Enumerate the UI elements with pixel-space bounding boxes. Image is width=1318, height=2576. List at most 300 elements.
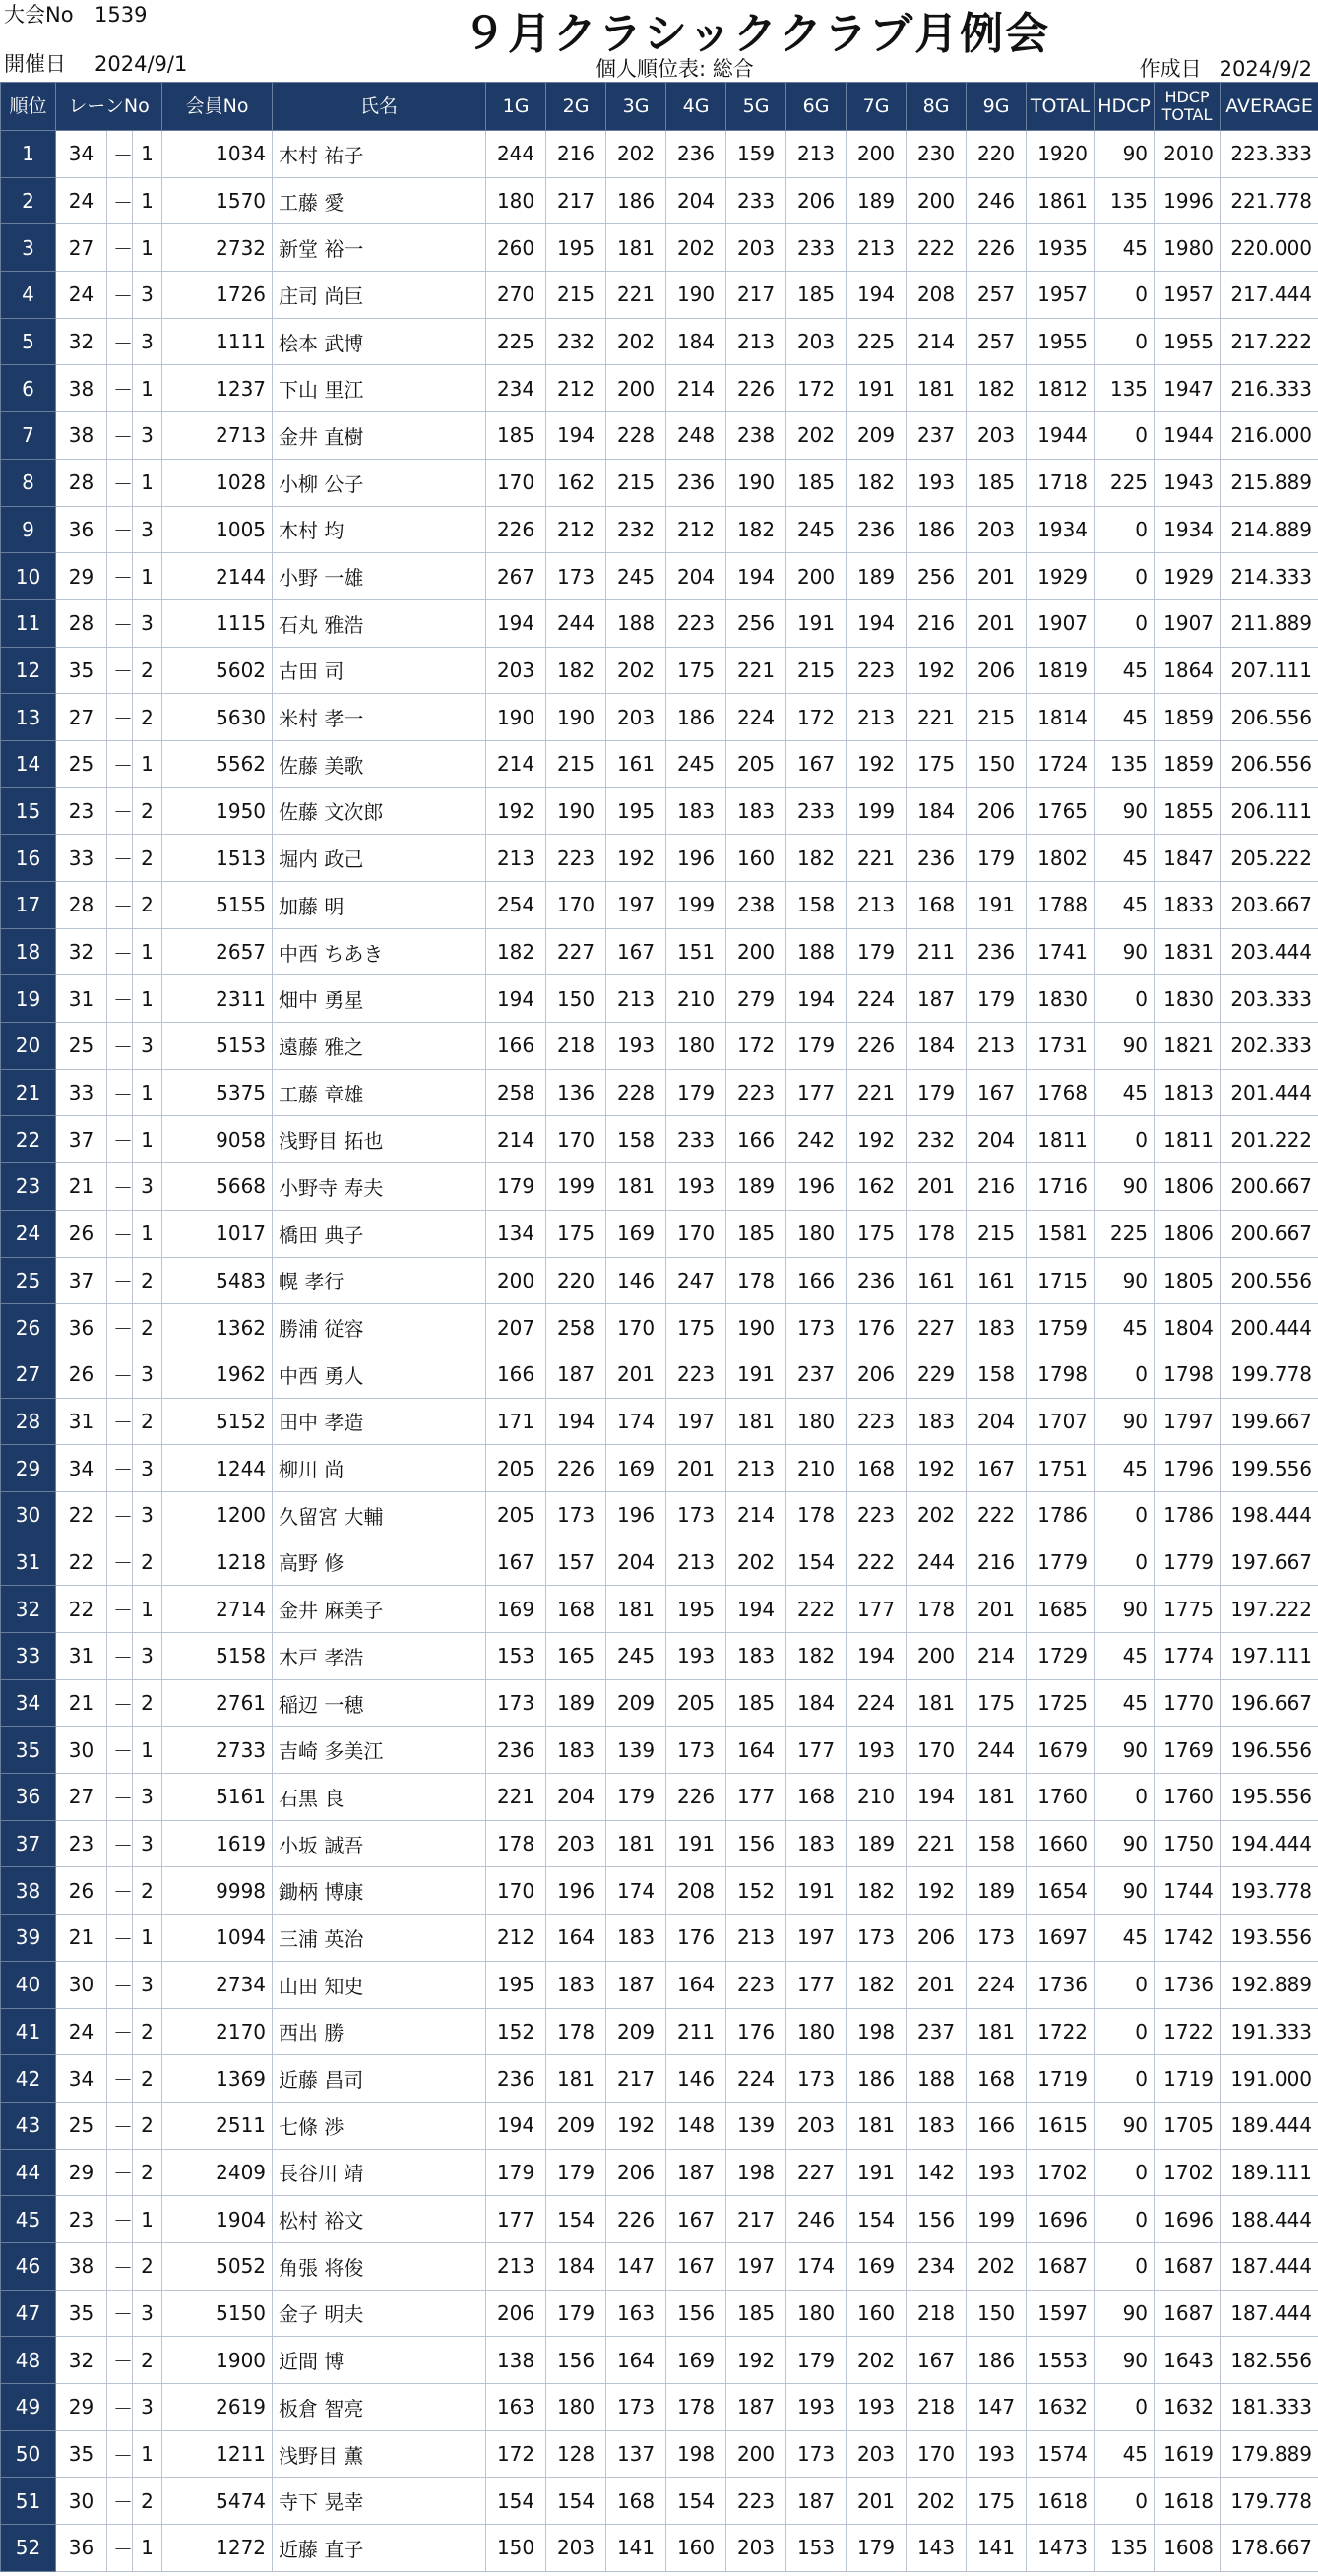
member-no-cell: 2511 bbox=[162, 2102, 273, 2149]
game-5-score-cell: 185 bbox=[726, 2290, 786, 2337]
member-no-cell: 2733 bbox=[162, 1727, 273, 1774]
game-6-score-cell: 168 bbox=[786, 1774, 847, 1821]
hdcp-cell: 225 bbox=[1095, 1210, 1155, 1257]
average-cell: 187.444 bbox=[1221, 2290, 1318, 2337]
game-8-score-cell: 193 bbox=[907, 459, 967, 506]
col-member-no[interactable]: 会員No bbox=[162, 83, 273, 131]
lane-separator: － bbox=[107, 2290, 133, 2337]
game-1-score-cell: 212 bbox=[486, 1915, 546, 1962]
game-4-score-cell: 193 bbox=[666, 1633, 726, 1680]
game-6-score-cell: 180 bbox=[786, 1210, 847, 1257]
member-no-cell: 5630 bbox=[162, 694, 273, 741]
game-7-score-cell: 179 bbox=[847, 928, 907, 975]
name-cell: 幌 孝行 bbox=[273, 1257, 486, 1304]
hdcp-cell: 0 bbox=[1095, 2055, 1155, 2103]
total-cell: 1574 bbox=[1027, 2430, 1095, 2478]
game-5-score-cell: 166 bbox=[726, 1116, 786, 1163]
table-row[interactable] bbox=[1, 1023, 1318, 1070]
table-row[interactable] bbox=[1, 506, 1318, 553]
game-3-score-cell: 209 bbox=[606, 2008, 666, 2055]
game-4-score-cell: 175 bbox=[666, 647, 726, 694]
game-7-score-cell: 194 bbox=[847, 599, 907, 647]
rank-cell: 41 bbox=[1, 2008, 56, 2055]
rank-cell: 16 bbox=[1, 835, 56, 882]
total-cell: 1615 bbox=[1027, 2102, 1095, 2149]
col-game-5[interactable]: 5G bbox=[726, 83, 786, 131]
rank-cell: 28 bbox=[1, 1398, 56, 1445]
game-9-score-cell: 181 bbox=[967, 1774, 1027, 1821]
game-2-score-cell: 175 bbox=[546, 1210, 606, 1257]
game-6-score-cell: 184 bbox=[786, 1679, 847, 1727]
game-2-score-cell: 195 bbox=[546, 224, 606, 272]
game-6-score-cell: 215 bbox=[786, 647, 847, 694]
game-1-score-cell: 177 bbox=[486, 2196, 546, 2243]
game-2-score-cell: 182 bbox=[546, 647, 606, 694]
table-row[interactable] bbox=[1, 1586, 1318, 1633]
member-no-cell: 5150 bbox=[162, 2290, 273, 2337]
table-row[interactable] bbox=[1, 1727, 1318, 1774]
table-row[interactable] bbox=[1, 459, 1318, 506]
game-4-score-cell: 167 bbox=[666, 2242, 726, 2290]
hdcp-total-cell: 1855 bbox=[1155, 787, 1221, 835]
table-row[interactable] bbox=[1, 1915, 1318, 1962]
member-no-cell: 5155 bbox=[162, 882, 273, 929]
rank-cell: 9 bbox=[1, 506, 56, 553]
total-cell: 1553 bbox=[1027, 2337, 1095, 2384]
lane-cell: 33 bbox=[56, 835, 107, 882]
col-game-8[interactable]: 8G bbox=[907, 83, 967, 131]
hdcp-cell: 0 bbox=[1095, 2149, 1155, 2196]
game-4-score-cell: 199 bbox=[666, 882, 726, 929]
game-4-score-cell: 226 bbox=[666, 1774, 726, 1821]
col-lane[interactable]: レーンNo bbox=[56, 83, 162, 131]
col-hdcp-total[interactable] bbox=[1155, 83, 1221, 131]
rank-cell: 45 bbox=[1, 2196, 56, 2243]
game-7-score-cell: 181 bbox=[847, 2102, 907, 2149]
game-5-score-cell: 156 bbox=[726, 1820, 786, 1867]
game-4-score-cell: 167 bbox=[666, 2196, 726, 2243]
lane-position-cell: 1 bbox=[133, 1915, 162, 1962]
lane-position-cell: 1 bbox=[133, 1069, 162, 1116]
table-row[interactable] bbox=[1, 882, 1318, 929]
game-5-score-cell: 182 bbox=[726, 506, 786, 553]
table-row[interactable] bbox=[1, 1351, 1318, 1398]
member-no-cell: 1904 bbox=[162, 2196, 273, 2243]
total-cell: 1955 bbox=[1027, 318, 1095, 365]
game-3-score-cell: 196 bbox=[606, 1491, 666, 1539]
average-cell: 196.556 bbox=[1221, 1727, 1318, 1774]
game-3-score-cell: 209 bbox=[606, 1679, 666, 1727]
lane-separator: － bbox=[107, 787, 133, 835]
average-cell: 179.889 bbox=[1221, 2430, 1318, 2478]
game-8-score-cell: 230 bbox=[907, 131, 967, 178]
game-7-score-cell: 186 bbox=[847, 2055, 907, 2103]
col-average[interactable]: AVERAGE bbox=[1221, 83, 1318, 131]
lane-cell: 32 bbox=[56, 928, 107, 975]
game-5-score-cell: 213 bbox=[726, 1445, 786, 1492]
game-6-score-cell: 172 bbox=[786, 365, 847, 412]
lane-separator: － bbox=[107, 694, 133, 741]
table-row[interactable] bbox=[1, 2384, 1318, 2431]
game-2-score-cell: 227 bbox=[546, 928, 606, 975]
col-game-7[interactable]: 7G bbox=[847, 83, 907, 131]
game-8-score-cell: 201 bbox=[907, 1163, 967, 1211]
table-row[interactable] bbox=[1, 1539, 1318, 1586]
game-9-score-cell: 214 bbox=[967, 1633, 1027, 1680]
average-cell: 200.444 bbox=[1221, 1304, 1318, 1351]
game-2-score-cell: 173 bbox=[546, 553, 606, 600]
game-3-score-cell: 193 bbox=[606, 1023, 666, 1070]
lane-position-cell: 3 bbox=[133, 1961, 162, 2008]
member-no-cell: 2409 bbox=[162, 2149, 273, 2196]
game-3-score-cell: 181 bbox=[606, 1820, 666, 1867]
lane-cell: 22 bbox=[56, 1491, 107, 1539]
hdcp-cell: 90 bbox=[1095, 1727, 1155, 1774]
table-row[interactable] bbox=[1, 2149, 1318, 2196]
average-cell: 178.667 bbox=[1221, 2525, 1318, 2572]
average-cell: 195.556 bbox=[1221, 1774, 1318, 1821]
table-row[interactable] bbox=[1, 2008, 1318, 2055]
game-4-score-cell: 176 bbox=[666, 1915, 726, 1962]
game-9-score-cell: 213 bbox=[967, 1023, 1027, 1070]
game-2-score-cell: 157 bbox=[546, 1539, 606, 1586]
game-3-score-cell: 173 bbox=[606, 2384, 666, 2431]
game-7-score-cell: 175 bbox=[847, 1210, 907, 1257]
lane-position-cell: 3 bbox=[133, 412, 162, 460]
lane-position-cell: 1 bbox=[133, 975, 162, 1023]
hdcp-total-cell: 1833 bbox=[1155, 882, 1221, 929]
game-2-score-cell: 196 bbox=[546, 1867, 606, 1915]
game-8-score-cell: 178 bbox=[907, 1210, 967, 1257]
average-cell: 217.444 bbox=[1221, 272, 1318, 319]
hdcp-total-cell: 1806 bbox=[1155, 1163, 1221, 1211]
lane-separator: － bbox=[107, 2337, 133, 2384]
game-5-score-cell: 198 bbox=[726, 2149, 786, 2196]
hdcp-total-cell: 1813 bbox=[1155, 1069, 1221, 1116]
created-date bbox=[1140, 53, 1312, 83]
game-3-score-cell: 141 bbox=[606, 2525, 666, 2572]
game-5-score-cell: 256 bbox=[726, 599, 786, 647]
table-row[interactable] bbox=[1, 928, 1318, 975]
game-9-score-cell: 199 bbox=[967, 2196, 1027, 2243]
game-8-score-cell: 194 bbox=[907, 1774, 967, 1821]
member-no-cell: 1369 bbox=[162, 2055, 273, 2103]
table-row[interactable] bbox=[1, 740, 1318, 787]
game-9-score-cell: 179 bbox=[967, 835, 1027, 882]
lane-position-cell: 1 bbox=[133, 1727, 162, 1774]
game-6-score-cell: 154 bbox=[786, 1539, 847, 1586]
name-cell: 長谷川 靖 bbox=[273, 2149, 486, 2196]
total-cell: 1786 bbox=[1027, 1491, 1095, 1539]
game-7-score-cell: 203 bbox=[847, 2430, 907, 2478]
table-row[interactable] bbox=[1, 1633, 1318, 1680]
game-4-score-cell: 223 bbox=[666, 599, 726, 647]
game-9-score-cell: 150 bbox=[967, 2290, 1027, 2337]
game-7-score-cell: 194 bbox=[847, 272, 907, 319]
lane-cell: 30 bbox=[56, 2478, 107, 2525]
table-row[interactable] bbox=[1, 318, 1318, 365]
table-row[interactable] bbox=[1, 1679, 1318, 1727]
table-row[interactable] bbox=[1, 1163, 1318, 1211]
table-row[interactable] bbox=[1, 1304, 1318, 1351]
table-row[interactable] bbox=[1, 365, 1318, 412]
rank-cell: 17 bbox=[1, 882, 56, 929]
game-9-score-cell: 202 bbox=[967, 2242, 1027, 2290]
table-row[interactable] bbox=[1, 1491, 1318, 1539]
game-5-score-cell: 233 bbox=[726, 177, 786, 224]
table-row[interactable] bbox=[1, 1867, 1318, 1915]
col-game-1[interactable]: 1G bbox=[486, 83, 546, 131]
rank-cell: 1 bbox=[1, 131, 56, 178]
lane-cell: 21 bbox=[56, 1163, 107, 1211]
game-1-score-cell: 225 bbox=[486, 318, 546, 365]
game-6-score-cell: 202 bbox=[786, 412, 847, 460]
table-row[interactable] bbox=[1, 1069, 1318, 1116]
average-cell: 220.000 bbox=[1221, 224, 1318, 272]
game-5-score-cell: 192 bbox=[726, 2337, 786, 2384]
average-cell: 201.444 bbox=[1221, 1069, 1318, 1116]
lane-position-cell: 3 bbox=[133, 1023, 162, 1070]
hdcp-cell: 90 bbox=[1095, 1257, 1155, 1304]
game-4-score-cell: 180 bbox=[666, 1023, 726, 1070]
lane-separator: － bbox=[107, 1023, 133, 1070]
game-7-score-cell: 160 bbox=[847, 2290, 907, 2337]
table-row[interactable] bbox=[1, 1445, 1318, 1492]
table-row[interactable] bbox=[1, 2102, 1318, 2149]
lane-cell: 38 bbox=[56, 412, 107, 460]
total-cell: 1907 bbox=[1027, 599, 1095, 647]
hdcp-cell: 225 bbox=[1095, 459, 1155, 506]
hdcp-total-cell: 1806 bbox=[1155, 1210, 1221, 1257]
hdcp-total-cell: 1744 bbox=[1155, 1867, 1221, 1915]
name-cell: 稲辺 一穂 bbox=[273, 1679, 486, 1727]
total-cell: 1830 bbox=[1027, 975, 1095, 1023]
col-game-4[interactable]: 4G bbox=[666, 83, 726, 131]
lane-separator: － bbox=[107, 599, 133, 647]
hdcp-total-cell: 1934 bbox=[1155, 506, 1221, 553]
lane-separator: － bbox=[107, 1679, 133, 1727]
total-cell: 1759 bbox=[1027, 1304, 1095, 1351]
game-9-score-cell: 257 bbox=[967, 318, 1027, 365]
game-7-score-cell: 201 bbox=[847, 2478, 907, 2525]
member-no-cell: 1900 bbox=[162, 2337, 273, 2384]
lane-separator: － bbox=[107, 2242, 133, 2290]
hdcp-total-cell: 1770 bbox=[1155, 1679, 1221, 1727]
game-5-score-cell: 203 bbox=[726, 2525, 786, 2572]
game-7-score-cell: 193 bbox=[847, 2384, 907, 2431]
rank-cell: 7 bbox=[1, 412, 56, 460]
col-total[interactable]: TOTAL bbox=[1027, 83, 1095, 131]
lane-separator: － bbox=[107, 1539, 133, 1586]
table-row[interactable] bbox=[1, 975, 1318, 1023]
game-9-score-cell: 204 bbox=[967, 1398, 1027, 1445]
game-6-score-cell: 180 bbox=[786, 2008, 847, 2055]
lane-cell: 29 bbox=[56, 553, 107, 600]
name-cell: 高野 修 bbox=[273, 1539, 486, 1586]
game-7-score-cell: 177 bbox=[847, 1586, 907, 1633]
member-no-cell: 5375 bbox=[162, 1069, 273, 1116]
table-row[interactable] bbox=[1, 1116, 1318, 1163]
rank-cell: 49 bbox=[1, 2384, 56, 2431]
game-9-score-cell: 167 bbox=[967, 1445, 1027, 1492]
total-cell: 1934 bbox=[1027, 506, 1095, 553]
hdcp-cell: 0 bbox=[1095, 553, 1155, 600]
game-8-score-cell: 142 bbox=[907, 2149, 967, 2196]
lane-cell: 32 bbox=[56, 2337, 107, 2384]
game-2-score-cell: 170 bbox=[546, 882, 606, 929]
hdcp-cell: 0 bbox=[1095, 599, 1155, 647]
table-row[interactable] bbox=[1, 553, 1318, 600]
rank-cell: 43 bbox=[1, 2102, 56, 2149]
col-rank[interactable]: 順位 bbox=[1, 83, 56, 131]
table-row[interactable] bbox=[1, 2478, 1318, 2525]
game-7-score-cell: 223 bbox=[847, 1491, 907, 1539]
average-cell: 206.556 bbox=[1221, 694, 1318, 741]
lane-separator: － bbox=[107, 1116, 133, 1163]
game-6-score-cell: 185 bbox=[786, 272, 847, 319]
member-no-cell: 5152 bbox=[162, 1398, 273, 1445]
game-6-score-cell: 233 bbox=[786, 224, 847, 272]
lane-cell: 27 bbox=[56, 1774, 107, 1821]
game-7-score-cell: 182 bbox=[847, 459, 907, 506]
game-1-score-cell: 182 bbox=[486, 928, 546, 975]
game-8-score-cell: 179 bbox=[907, 1069, 967, 1116]
lane-separator: － bbox=[107, 459, 133, 506]
member-no-cell: 1237 bbox=[162, 365, 273, 412]
hdcp-cell: 0 bbox=[1095, 975, 1155, 1023]
lane-cell: 33 bbox=[56, 1069, 107, 1116]
col-game-3[interactable]: 3G bbox=[606, 83, 666, 131]
game-2-score-cell: 258 bbox=[546, 1304, 606, 1351]
table-row[interactable] bbox=[1, 412, 1318, 460]
lane-position-cell: 2 bbox=[133, 2102, 162, 2149]
hdcp-cell: 90 bbox=[1095, 1820, 1155, 1867]
rank-cell: 31 bbox=[1, 1539, 56, 1586]
col-hdcp[interactable]: HDCP bbox=[1095, 83, 1155, 131]
game-6-score-cell: 173 bbox=[786, 2055, 847, 2103]
table-row[interactable] bbox=[1, 647, 1318, 694]
total-cell: 1811 bbox=[1027, 1116, 1095, 1163]
average-cell: 211.889 bbox=[1221, 599, 1318, 647]
table-row[interactable] bbox=[1, 599, 1318, 647]
game-1-score-cell: 179 bbox=[486, 1163, 546, 1211]
game-3-score-cell: 202 bbox=[606, 318, 666, 365]
table-row[interactable] bbox=[1, 224, 1318, 272]
member-no-cell: 1570 bbox=[162, 177, 273, 224]
col-name[interactable]: 氏名 bbox=[273, 83, 486, 131]
game-1-score-cell: 169 bbox=[486, 1586, 546, 1633]
lane-cell: 32 bbox=[56, 318, 107, 365]
lane-position-cell: 3 bbox=[133, 1820, 162, 1867]
lane-separator: － bbox=[107, 740, 133, 787]
hdcp-total-cell: 1774 bbox=[1155, 1633, 1221, 1680]
average-cell: 192.889 bbox=[1221, 1961, 1318, 2008]
game-7-score-cell: 189 bbox=[847, 177, 907, 224]
table-row[interactable] bbox=[1, 2196, 1318, 2243]
game-7-score-cell: 198 bbox=[847, 2008, 907, 2055]
table-row[interactable] bbox=[1, 694, 1318, 741]
table-row[interactable] bbox=[1, 2525, 1318, 2572]
table-row[interactable] bbox=[1, 2430, 1318, 2478]
total-cell: 1722 bbox=[1027, 2008, 1095, 2055]
table-row[interactable] bbox=[1, 2337, 1318, 2384]
lane-cell: 36 bbox=[56, 2525, 107, 2572]
total-cell: 1597 bbox=[1027, 2290, 1095, 2337]
lane-separator: － bbox=[107, 131, 133, 178]
lane-cell: 31 bbox=[56, 1633, 107, 1680]
lane-cell: 29 bbox=[56, 2149, 107, 2196]
table-row[interactable] bbox=[1, 2055, 1318, 2103]
table-row[interactable] bbox=[1, 835, 1318, 882]
game-8-score-cell: 211 bbox=[907, 928, 967, 975]
game-3-score-cell: 168 bbox=[606, 2478, 666, 2525]
table-row[interactable] bbox=[1, 1820, 1318, 1867]
lane-position-cell: 1 bbox=[133, 224, 162, 272]
table-row[interactable] bbox=[1, 1774, 1318, 1821]
name-cell: 小野寺 寿夫 bbox=[273, 1163, 486, 1211]
table-row[interactable] bbox=[1, 1257, 1318, 1304]
member-no-cell: 1272 bbox=[162, 2525, 273, 2572]
game-4-score-cell: 213 bbox=[666, 1539, 726, 1586]
col-game-6[interactable]: 6G bbox=[786, 83, 847, 131]
name-cell: 浅野目 薫 bbox=[273, 2430, 486, 2478]
game-5-score-cell: 152 bbox=[726, 1867, 786, 1915]
table-row[interactable] bbox=[1, 2290, 1318, 2337]
average-cell: 203.333 bbox=[1221, 975, 1318, 1023]
game-3-score-cell: 164 bbox=[606, 2337, 666, 2384]
table-row[interactable] bbox=[1, 1398, 1318, 1445]
game-8-score-cell: 237 bbox=[907, 412, 967, 460]
game-1-score-cell: 236 bbox=[486, 2055, 546, 2103]
table-row[interactable] bbox=[1, 2242, 1318, 2290]
game-5-score-cell: 194 bbox=[726, 553, 786, 600]
game-1-score-cell: 195 bbox=[486, 1961, 546, 2008]
lane-cell: 36 bbox=[56, 506, 107, 553]
game-5-score-cell: 226 bbox=[726, 365, 786, 412]
average-cell: 179.778 bbox=[1221, 2478, 1318, 2525]
lane-position-cell: 2 bbox=[133, 2055, 162, 2103]
lane-cell: 28 bbox=[56, 459, 107, 506]
lane-separator: － bbox=[107, 2196, 133, 2243]
col-game-9[interactable]: 9G bbox=[967, 83, 1027, 131]
total-cell: 1861 bbox=[1027, 177, 1095, 224]
game-3-score-cell: 163 bbox=[606, 2290, 666, 2337]
name-cell: 中西 勇人 bbox=[273, 1351, 486, 1398]
col-game-2[interactable]: 2G bbox=[546, 83, 606, 131]
name-cell: 久留宮 大輔 bbox=[273, 1491, 486, 1539]
table-row[interactable] bbox=[1, 1210, 1318, 1257]
hdcp-total-cell: 1804 bbox=[1155, 1304, 1221, 1351]
game-2-score-cell: 226 bbox=[546, 1445, 606, 1492]
lane-cell: 26 bbox=[56, 1351, 107, 1398]
lane-separator: － bbox=[107, 1633, 133, 1680]
table-row[interactable] bbox=[1, 177, 1318, 224]
table-row[interactable] bbox=[1, 272, 1318, 319]
table-row[interactable] bbox=[1, 1961, 1318, 2008]
name-cell: 西出 勝 bbox=[273, 2008, 486, 2055]
lane-cell: 28 bbox=[56, 599, 107, 647]
game-3-score-cell: 158 bbox=[606, 1116, 666, 1163]
hdcp-total-cell: 1797 bbox=[1155, 1398, 1221, 1445]
game-8-score-cell: 206 bbox=[907, 1915, 967, 1962]
game-6-score-cell: 194 bbox=[786, 975, 847, 1023]
table-row[interactable] bbox=[1, 787, 1318, 835]
game-3-score-cell: 169 bbox=[606, 1210, 666, 1257]
lane-position-cell: 3 bbox=[133, 1445, 162, 1492]
game-1-score-cell: 200 bbox=[486, 1257, 546, 1304]
table-row[interactable] bbox=[1, 131, 1318, 178]
game-8-score-cell: 234 bbox=[907, 2242, 967, 2290]
